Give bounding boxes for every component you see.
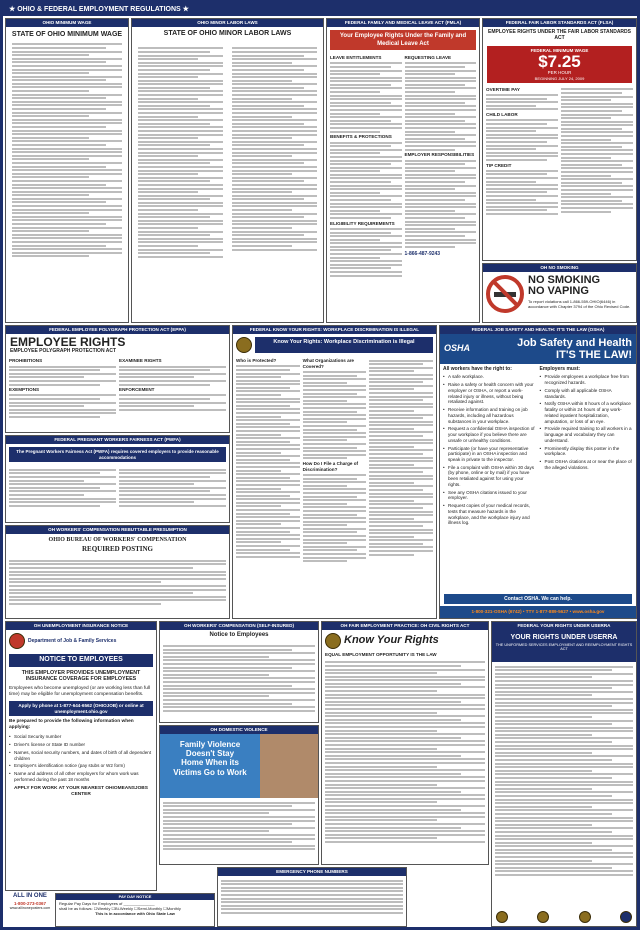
osc-seal-icon [579, 911, 591, 923]
min-wage-header: OHIO MINIMUM WAGE [6, 19, 128, 27]
osha-worker-right-item: • Participate (or have your representative participate) in an OSHA inspection and speak in private to the inspector. [443, 446, 537, 463]
eeo-panel [232, 325, 437, 619]
unemployment-prepare: Be prepared to provide the following information when applying: [9, 719, 134, 731]
flsa-tip-credit: TIP CREDIT [486, 162, 512, 168]
domestic-header: OH DOMESTIC VIOLENCE [160, 726, 318, 734]
doj-seal-icon [537, 911, 549, 923]
pay-day-semi-monthly[interactable]: Semi-Monthly [137, 906, 163, 911]
fmla-leave-entitlements: LEAVE ENTITLEMENTS [330, 55, 382, 60]
no-vaping-title: NO VAPING [528, 285, 589, 297]
bwc-bureau: OHIO BUREAU OF WORKERS' COMPENSATION [48, 537, 187, 543]
minor-labor-panel [131, 18, 324, 323]
osha-logo: OSHA [444, 343, 471, 354]
fair-employment-header: OH FAIR EMPLOYMENT PRACTICE: OH CIVIL RIGHTS ACT [322, 622, 488, 630]
all-in-one-logo [7, 893, 53, 927]
no-smoking-header: OH NO SMOKING [483, 264, 636, 272]
domestic-photo [260, 734, 318, 798]
osha-subtitle: IT'S THE LAW! [556, 349, 632, 362]
osha-employer-duty-item: • Provide required training to all workers in a language and vocabulary they can understand. [540, 426, 634, 443]
unemployment-items-list [9, 734, 153, 782]
unemployment-required-item: • Name and address of all other employers for whom work was performed during the past 18 months [9, 771, 153, 782]
userra-header: FEDERAL YOUR RIGHTS UNDER USERRA [492, 622, 636, 630]
minor-labor-header: OHIO MINOR LABOR LAWS [132, 19, 323, 27]
unemployment-required-item: • Names, social security numbers, and dates of birth of all dependent children [9, 750, 153, 761]
osha-worker-right-item: • Request copies of your medical records, tests that measure hazards in the workplace, and the workplace injury and illness log. [443, 503, 537, 526]
domestic-line2: Doesn't Stay [185, 749, 235, 759]
userra-title: YOUR RIGHTS UNDER USERRA [510, 634, 618, 641]
no-smoking-icon [486, 275, 524, 313]
pay-day-line2: shall be as follows: [59, 906, 93, 911]
polygraph-examinee-rights: EXAMINEE RIGHTS [119, 358, 162, 364]
fmla-eligibility: ELIGIBILITY REQUIREMENTS [330, 220, 395, 226]
fmla-header: FEDERAL FAMILY AND MEDICAL LEAVE ACT (FMLA) [327, 19, 479, 27]
pay-day-header: PAY DAY NOTICE [56, 894, 214, 900]
bwc-title: REQUIRED POSTING [82, 544, 153, 553]
domestic-line1: Family Violence [179, 740, 241, 749]
minor-labor-title: STATE OF OHIO MINOR LABOR LAWS [163, 30, 292, 37]
pay-day-weekly[interactable]: Weekly [97, 906, 111, 911]
no-smoking-panel [482, 263, 637, 323]
polygraph-subtitle: EMPLOYEE POLYGRAPH PROTECTION ACT [10, 348, 117, 354]
min-wage-panel [5, 18, 129, 323]
comp-self-header: OH WORKERS' COMPENSATION (SELF-INSURED) [160, 622, 318, 630]
osha-employer-duty-item: • Comply with all applicable OSHA standards. [540, 388, 634, 399]
pay-day-monthly[interactable]: Monthly [166, 906, 181, 911]
fmla-enforcement: EMPLOYER RESPONSIBILITIES [404, 152, 475, 158]
logo-url: www.allinoneposters.com [9, 906, 51, 911]
pay-day-panel: PAY DAY NOTICE Regular Pay Days for Employees of ______________ shall be as follows: ☐Weekly ☐Bi-Weekly ☐Semi-Monthly ☐Monthly This is in accordance with Ohio State Law [55, 893, 215, 927]
pwfa-header: FEDERAL PREGNANT WORKERS FAIRNESS ACT (PWFA) [6, 436, 229, 444]
pwfa-panel [5, 435, 230, 523]
pay-day-bi-weekly[interactable]: Bi-Weekly [115, 906, 133, 911]
flsa-title: EMPLOYEE RIGHTS UNDER THE FAIR LABOR STANDARDS ACT [488, 29, 631, 42]
no-smoking-text: To report violations call 1-866-559-OHIO(6446) in accordance with Chapter 3794 of the Ohio Revised Code. [528, 299, 631, 309]
pay-day-footer: This is in accordance with Ohio State Law [95, 911, 175, 916]
flsa-federal-minimum: FEDERAL MINIMUM WAGE [530, 47, 589, 53]
userra-panel [491, 621, 637, 927]
domestic-violence-panel [159, 725, 319, 865]
unemployment-required-item: • Driver's license or State ID number [9, 742, 153, 748]
unemployment-required-item: • Employer's identification notice (pay stubs or W2 form) [9, 763, 153, 769]
fair-employment-subtitle: EQUAL EMPLOYMENT OPPORTUNITY IS THE LAW [325, 652, 437, 657]
flsa-header: FEDERAL FAIR LABOR STANDARDS ACT (FLSA) [483, 19, 636, 27]
unemployment-dept: Department of Job & Family Services [28, 637, 117, 644]
flsa-child-labor: CHILD LABOR [486, 112, 518, 118]
pay-day-line1: Regular Pay Days for Employees of [59, 901, 123, 906]
eeo-what-covered: What Organizations are Covered? [302, 358, 354, 369]
polygraph-panel [5, 325, 230, 433]
userra-subtitle: THE UNIFORMED SERVICES EMPLOYMENT AND REEMPLOYMENT RIGHTS ACT [495, 642, 633, 652]
polygraph-title: EMPLOYEE RIGHTS [10, 335, 126, 349]
eeo-who-protected: Who is Protected? [236, 358, 277, 363]
osha-employer-duty-item: • Notify OSHA within 8 hours of a workplace fatality or within 24 hours of any work-related inpatient hospitalization, amputation, or loss of an eye. [540, 401, 634, 424]
min-wage-title: STATE OF OHIO MINIMUM WAGE [11, 31, 123, 38]
eeo-how-to-file: How Do I File a Charge of Discrimination? [302, 460, 359, 472]
osha-employer-duty-item: • Prominently display this poster in the workplace. [540, 446, 634, 457]
emergency-header: EMERGENCY PHONE NUMBERS [218, 868, 406, 876]
osha-worker-right-item: • A safe workplace. [443, 374, 537, 380]
osha-worker-right-item: • Receive information and training on job hazards, including all hazardous substances in your workplace. [443, 407, 537, 424]
unemployment-required-item: • Social Security number [9, 734, 153, 740]
eeo-header: FEDERAL KNOW YOUR RIGHTS: WORKPLACE DISCRIMINATION IS ILLEGAL [233, 326, 436, 334]
flsa-panel [482, 18, 637, 261]
dol-seal-icon [496, 911, 508, 923]
fair-employment-panel [321, 621, 489, 865]
fair-employment-title: Know Your Rights [344, 634, 439, 647]
polygraph-exemptions: EXEMPTIONS [9, 387, 40, 393]
fmla-phone: 1-866-487-9243 [404, 250, 441, 257]
osha-contact: Contact OSHA. We can help. [444, 594, 632, 604]
logo-phone: 1-800-273-0367 [13, 900, 47, 906]
ohio-crc-seal-icon [325, 633, 341, 649]
fmla-benefits: BENEFITS & PROTECTIONS [330, 134, 392, 140]
logo-line1: ALL IN ONE [13, 893, 47, 899]
osha-workers-list [443, 374, 537, 526]
osha-worker-right-item: • See any OSHA citations issued to your employer. [443, 490, 537, 501]
ohio-jfs-logo-icon [9, 633, 25, 649]
emergency-panel [217, 867, 407, 927]
fmla-panel [326, 18, 480, 323]
unemployment-notice-title: NOTICE TO EMPLOYEES [9, 654, 153, 667]
flsa-wage: $7.25 [538, 52, 581, 72]
flsa-per-hour: PER HOUR [547, 70, 572, 76]
workers-comp-rebuttable-panel [5, 525, 230, 619]
domestic-line4: Victims Go to Work [173, 767, 247, 777]
osha-phone: 1-800-321-OSHA (6742) • TTY 1-877-889-5627 • www.osha.gov [440, 606, 636, 618]
polygraph-prohibitions: PROHIBITIONS [9, 358, 43, 364]
osha-employer-duty-item: • Post OSHA citations at or near the place of the alleged violations. [540, 459, 634, 470]
unemployment-header: OH UNEMPLOYMENT INSURANCE NOTICE [6, 622, 156, 630]
osha-employers-title: Employers must: [539, 366, 581, 373]
osha-worker-right-item: • File a complaint with OSHA within 30 days (by phone, online or by mail) if you have been retaliated against for using your rights. [443, 465, 537, 488]
unemployment-apply: Apply by phone at 1-877-644-6562 (OHIOJOB) or online at unemployment.ohio.gov [9, 701, 153, 716]
osha-employer-duty-item: • Provide employees a workplace free from recognized hazards. [540, 374, 634, 385]
workers-comp-rebuttable-header: OH WORKERS' COMPENSATION REBUTTABLE PRESUMPTION [6, 526, 229, 534]
unemployment-panel [5, 621, 157, 891]
pwfa-notice: The Pregnant Workers Fairness Act (PWFA) requires covered employers to provide reasonable accommodations [9, 447, 226, 462]
fmla-requesting: REQUESTING LEAVE [404, 55, 452, 60]
eeo-box-title: Know Your Rights: Workplace Discrimination is Illegal [255, 337, 433, 353]
esgr-logo-icon [620, 911, 632, 923]
eeoc-seal-icon [236, 337, 252, 353]
osha-workers-title: All workers have the right to: [443, 366, 512, 373]
domestic-line3: Home When its [181, 758, 239, 768]
comp-self-title: Notice to Employees [209, 632, 269, 638]
polygraph-enforcement: ENFORCEMENT [119, 387, 155, 393]
no-smoking-title: NO SMOKING [528, 274, 601, 286]
osha-title: Job Safety and Health [517, 337, 632, 349]
polygraph-header: FEDERAL EMPLOYEE POLYGRAPH PROTECTION ACT (EPPA) [6, 326, 229, 334]
poster-banner: ★ OHIO & FEDERAL EMPLOYMENT REGULATIONS ★ [3, 3, 637, 16]
flsa-overtime: OVERTIME PAY [486, 86, 520, 92]
osha-header: FEDERAL JOB SAFETY AND HEALTH: IT'S THE LAW (OSHA) [440, 326, 636, 334]
comp-self-panel [159, 621, 319, 723]
unemployment-headline: THIS EMPLOYER PROVIDES UNEMPLOYMENT INSURANCE COVERAGE FOR EMPLOYEES [21, 669, 141, 683]
flsa-beginning: BEGINNING JULY 24, 2009 [534, 75, 585, 81]
osha-panel [439, 325, 637, 619]
osha-worker-right-item: • Raise a safety or health concern with your employer or OSHA, or report a work-related injury or illness, without being retaliated against. [443, 382, 537, 405]
osha-employers-list [540, 374, 634, 470]
unemployment-text: Employees who become unemployed (or are working less than full time) may be eligible for unemployment compensation benefits. [9, 685, 151, 697]
fmla-title: Your Employee Rights Under the Family and Medical Leave Act [330, 30, 476, 50]
unemployment-apply-nearest: APPLY FOR WORK AT YOUR NEAREST OHIOMEANSJOBS CENTER [14, 785, 148, 797]
osha-worker-right-item: • Request a confidential OSHA inspection of your workplace if you believe there are unsafe or unhealthy conditions. [443, 426, 537, 443]
